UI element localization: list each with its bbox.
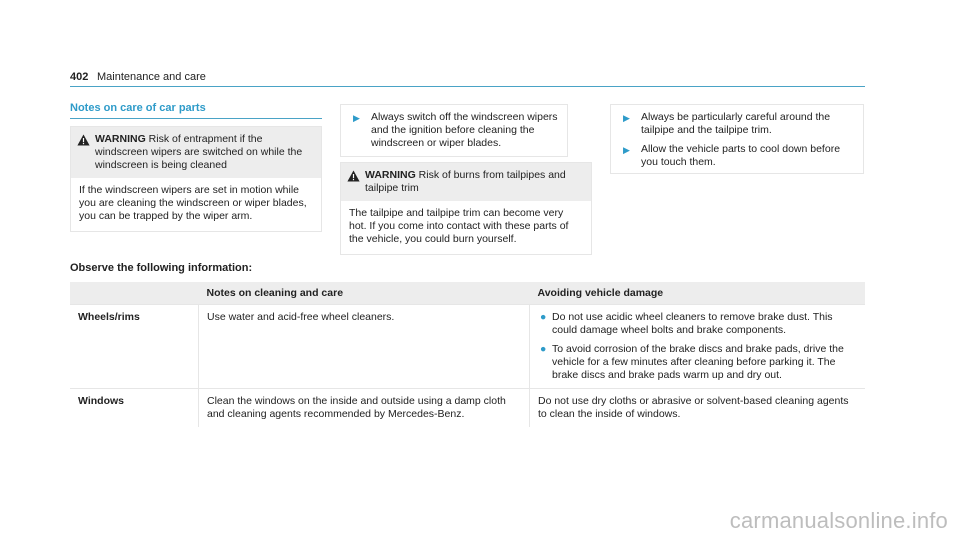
warning-header [71,127,321,178]
warning-body: If the windscreen wipers are set in motion while you are cleaning the windscreen or wiper blades, you can be trapped by the wiper arm. [79,184,307,222]
instruction-item [619,111,855,137]
instruction-text: Allow the vehicle parts to cool down before you touch them. [641,143,841,168]
warning-body: The tailpipe and tailpipe trim can become very hot. If you come into contact with these parts of the vehicle, you could burn yourself. [349,207,569,245]
row-avoid [530,305,866,389]
care-table [70,282,865,427]
page-number: 402 [70,71,89,83]
row-label: Wheels/rims [70,305,199,389]
row-label: Windows [70,389,199,428]
table-header-notes: Notes on cleaning and care [199,282,530,305]
table-header-avoid: Avoiding vehicle damage [530,282,866,305]
table-header-blank [70,282,199,305]
warning-triangle-icon [347,170,365,195]
notes-rule [70,118,322,119]
warning-title-text: Risk of entrapment if the windscreen wipers are switched on while the windscreen is being cleaned [95,133,303,171]
warning-title [95,133,313,172]
instruction-text: Always switch off the windscreen wipers and the ignition before cleaning the windscreen or wiper blades. [371,111,558,149]
row-notes: Use water and acid-free wheel cleaners. [199,305,530,389]
notes-heading: Notes on care of car parts [70,102,206,114]
warning-triangle-icon [77,134,95,172]
table-header-row [70,282,865,305]
table-row [70,305,865,389]
bullet-list [538,311,857,382]
warning-header [341,163,591,201]
instruction-item [619,143,855,169]
warning-title [365,169,583,195]
observe-line: Observe the following information: [70,262,253,274]
triangle-right-arrow-icon: ▶ [353,113,360,123]
list-item-text: To avoid corrosion of the brake discs and brake pads, drive the vehicle for a few minutes after cleaning before parking it. The brake discs and brake pads warm up and dry out. [552,343,844,381]
section-title: Maintenance and care [97,71,206,83]
warning-label: WARNING [95,133,146,145]
table-row [70,389,865,428]
warning-box-burns [340,162,592,255]
triangle-right-arrow-icon: ▶ [623,145,630,155]
warning-box-entrapment [70,126,322,232]
row-avoid: Do not use dry cloths or abrasive or solvent-based cleaning agents to clean the inside of windows. [530,389,866,428]
header-rule [70,86,865,87]
instruction-box-tailpipe [610,104,864,174]
instruction-text: Always be particularly careful around the tailpipe and the tailpipe trim. [641,111,831,136]
bullet-dot-icon: ● [540,311,547,323]
warning-title-text: Risk of burns from tailpipes and tailpipe trim [365,169,566,194]
watermark: carmanualsonline.info [729,508,948,533]
row-notes: Clean the windows on the inside and outside using a damp cloth and cleaning agents recommended by Mercedes-Benz. [199,389,530,428]
list-item [538,343,857,382]
instruction-item [349,111,559,150]
list-item-text: Do not use acidic wheel cleaners to remove brake dust. This could damage wheel bolts and brake components. [552,311,833,336]
instruction-box-wipers [340,104,568,157]
list-item [538,311,857,337]
triangle-right-arrow-icon: ▶ [623,113,630,123]
warning-label: WARNING [365,169,416,181]
bullet-dot-icon: ● [540,343,547,355]
